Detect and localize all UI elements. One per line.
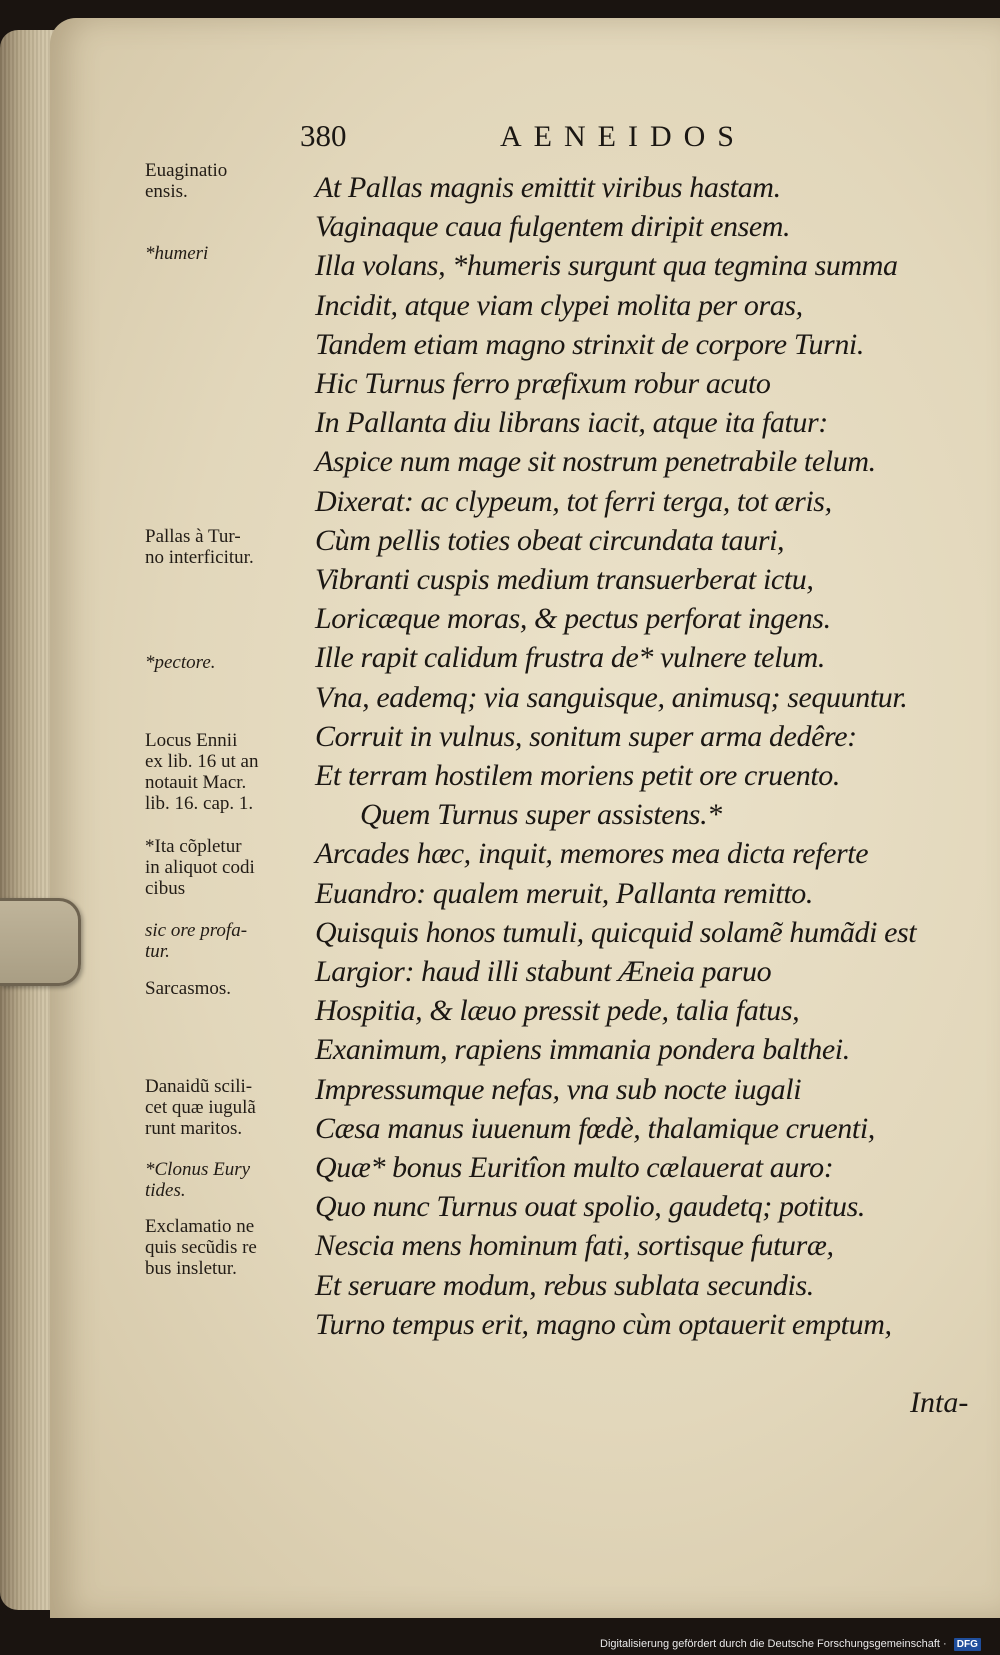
verse-line: Ille rapit calidum frustra de* vulnere telum. — [315, 641, 825, 675]
verse-line: Cùm pellis toties obeat circundata tauri, — [315, 523, 785, 557]
verse-text — [315, 168, 1000, 1344]
verse-line: Dixerat: ac clypeum, tot ferri terga, tot æris, — [315, 484, 832, 518]
footer-text: Digitalisierung gefördert durch die Deutsche Forschungsgemeinschaft · — [600, 1638, 947, 1650]
note-line: tur. — [145, 941, 170, 962]
verse-line: Quæ* bonus Euritîon multo cælauerat auro: — [315, 1151, 834, 1185]
verse-line: Arcades hæc, inquit, memores mea dicta referte — [315, 837, 869, 871]
note-line: no interficitur. — [145, 547, 254, 568]
marginal-note — [145, 1216, 305, 1279]
page-header — [300, 118, 840, 158]
dfg-logo: DFG — [954, 1638, 981, 1651]
note-line: Exclamatio ne — [145, 1216, 255, 1237]
note-line: sic ore profa- — [145, 920, 248, 941]
marginal-note — [145, 730, 305, 814]
note-line: in aliquot codi — [145, 857, 255, 878]
note-line: ensis. — [145, 181, 188, 202]
verse-line: Incidit, atque viam clypei molita per oras, — [315, 288, 803, 322]
note-line: quis secũdis re — [145, 1237, 257, 1258]
note-line: Pallas à Tur- — [145, 526, 241, 547]
marginal-note — [145, 652, 305, 673]
verse-line: Hic Turnus ferro præfixum robur acuto — [315, 367, 771, 401]
note-line: Locus Ennii — [145, 730, 238, 751]
note-line: notauit Macr. — [145, 772, 247, 793]
note-line: bus insletur. — [145, 1258, 237, 1279]
note-line: runt maritos. — [145, 1118, 243, 1139]
verse-line: Impressumque nefas, vna sub nocte iugali — [315, 1072, 802, 1106]
marginal-note — [145, 243, 305, 264]
marginal-note — [145, 920, 305, 962]
note-line: Danaidũ scili- — [145, 1076, 253, 1097]
verse-line: Quem Turnus super assistens.* — [360, 798, 722, 832]
verse-line: Euandro: qualem meruit, Pallanta remitto. — [315, 876, 813, 910]
note-line: lib. 16. cap. 1. — [145, 793, 254, 814]
note-line: cet quæ iugulã — [145, 1097, 256, 1118]
verse-line: Et seruare modum, rebus sublata secundis. — [315, 1268, 814, 1302]
verse-line: Tandem etiam magno strinxit de corpore Turni. — [315, 327, 864, 361]
verse-line: Quisquis honos tumuli, quicquid solamẽ humãdi est — [315, 915, 917, 949]
verse-line: At Pallas magnis emittit viribus hastam. — [315, 171, 781, 204]
verse-line: Illa volans, *humeris surgunt qua tegmina summa — [315, 249, 898, 283]
note-line: cibus — [145, 878, 186, 899]
note-line: *pectore. — [145, 652, 216, 673]
marginal-note — [145, 836, 305, 899]
verse-line: Largior: haud illi stabunt Æneia paruo — [315, 955, 772, 989]
note-line: Sarcasmos. — [145, 978, 232, 999]
marginal-note — [145, 1076, 305, 1139]
verse-line: Vna, eademq; via sanguisque, animusq; sequuntur. — [315, 680, 908, 714]
note-line: *Clonus Eury — [145, 1159, 251, 1180]
marginal-note — [145, 526, 305, 568]
verse-line: Cæsa manus iuuenum fœdè, thalamique cruenti, — [315, 1111, 875, 1145]
running-head: AENEIDOS — [500, 120, 746, 153]
verse-line: Vaginaque caua fulgentem diripit ensem. — [315, 210, 791, 244]
marginal-note — [145, 160, 305, 202]
book-clasp — [0, 898, 81, 986]
verse-line: Corruit in vulnus, sonitum super arma dedêre: — [315, 719, 857, 753]
note-line: ex lib. 16 ut an — [145, 751, 259, 772]
digitization-footer — [600, 1634, 1000, 1655]
verse-line: Turno tempus erit, magno cùm optauerit emptum, — [315, 1307, 892, 1341]
note-line: *humeri — [145, 243, 209, 264]
verse-line: Aspice num mage sit nostrum penetrabile telum. — [315, 445, 876, 479]
note-line: tides. — [145, 1180, 186, 1201]
note-line: *Ita cõpletur — [145, 836, 242, 857]
marginal-note — [145, 1159, 305, 1201]
verse-line: Loricæque moras, & pectus perforat ingens. — [315, 602, 831, 636]
verse-line: In Pallanta diu librans iacit, atque ita fatur: — [315, 406, 828, 440]
page-number: 380 — [300, 118, 347, 153]
verse-line: Et terram hostilem moriens petit ore cruento. — [315, 759, 840, 793]
verse-line: Quo nunc Turnus ouat spolio, gaudetq; potitus. — [315, 1190, 865, 1224]
verse-line: Exanimum, rapiens immania pondera balthei. — [315, 1033, 850, 1067]
note-line: Euaginatio — [145, 160, 228, 181]
verse-line: Hospitia, & læuo pressit pede, talia fatus, — [315, 994, 800, 1028]
catchword: Inta- — [910, 1386, 969, 1419]
verse-line: Vibranti cuspis medium transuerberat ictu, — [315, 563, 814, 597]
verse-line: Nescia mens hominum fati, sortisque futuræ, — [315, 1229, 834, 1263]
marginal-note — [145, 978, 305, 999]
